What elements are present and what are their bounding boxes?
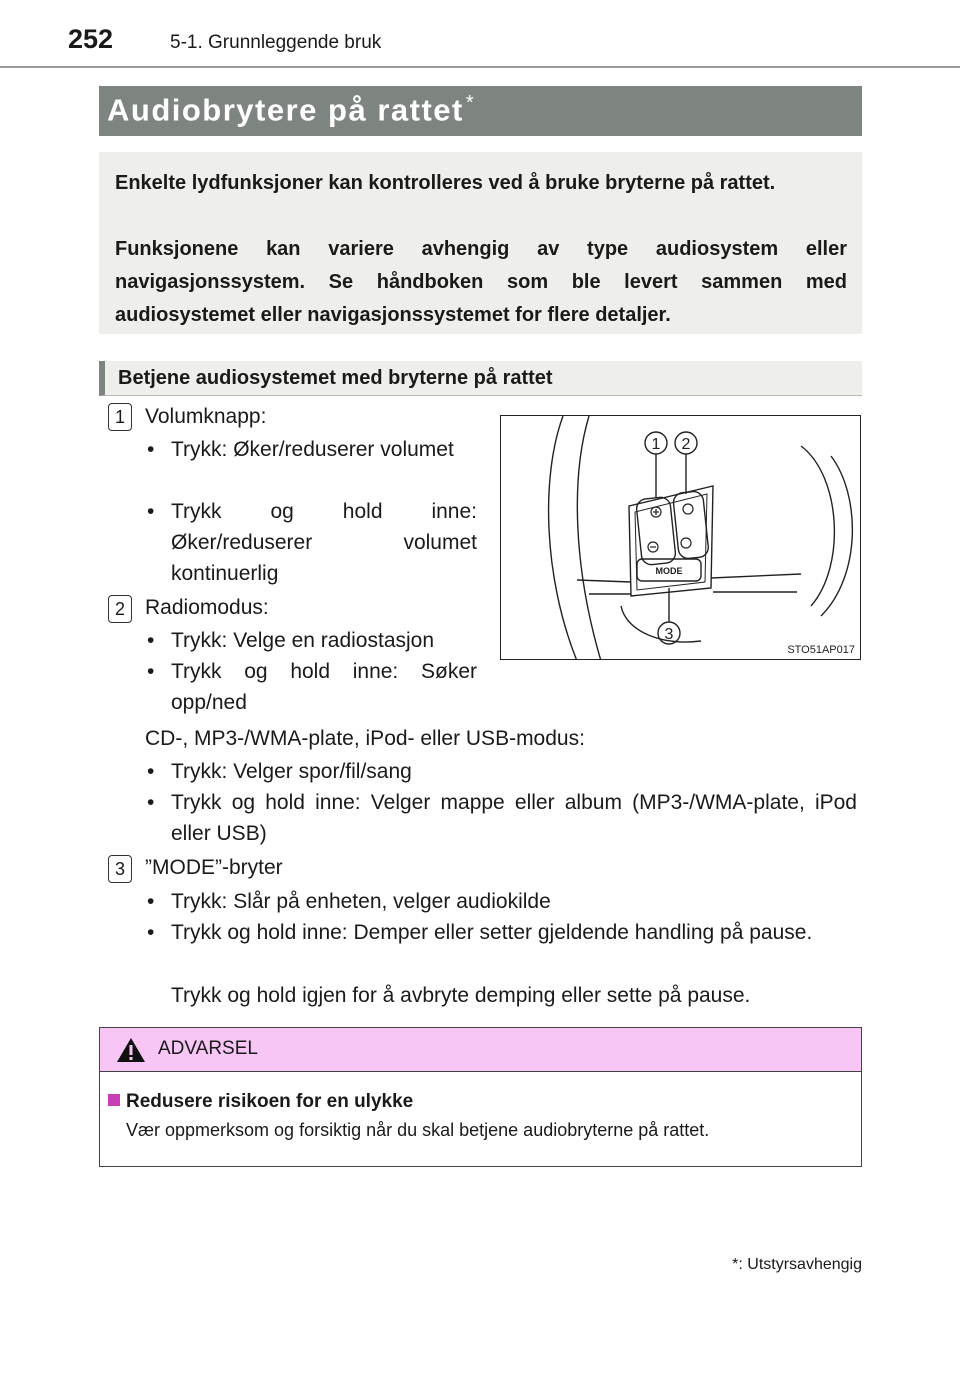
- bullet-item: [147, 625, 477, 656]
- warning-triangle-icon: [116, 1037, 146, 1063]
- page-number: 252: [68, 24, 114, 54]
- bullet-item: [147, 787, 857, 849]
- item-heading: Volumknapp:: [145, 405, 267, 428]
- warning-subheading-text: Redusere risikoen for en ulykke: [126, 1091, 414, 1112]
- footnote-marker: *: [732, 1256, 739, 1273]
- bullet-dot: •: [147, 660, 155, 683]
- steering-switch-figure: [500, 415, 861, 660]
- bullet-text: Trykk: Velger spor/fil/sang: [171, 760, 412, 783]
- bullet-dot: •: [147, 629, 155, 652]
- figure-code: STO51AP017: [787, 644, 855, 656]
- running-head: 5-1. Grunnleggende bruk: [170, 32, 382, 53]
- warning-label: ADVARSEL: [158, 1038, 258, 1059]
- item-heading: Radiomodus:: [145, 596, 269, 619]
- title-marker: *: [465, 92, 476, 114]
- bullet-text: Trykk og hold inne: Søker opp/ned: [171, 660, 477, 714]
- item-subheading: CD-, MP3-/WMA-plate, iPod- eller USB-modus:: [145, 727, 585, 750]
- bullet-dot: •: [147, 791, 155, 814]
- bullet-text: Trykk: Slår på enheten, velger audiokilde: [171, 890, 551, 913]
- section-header: [99, 361, 862, 396]
- bullet-dot: •: [147, 760, 155, 783]
- warning-body: Vær oppmerksom og forsiktig når du skal betjene audiobryterne på rattet.: [126, 1120, 710, 1140]
- intro-box: [99, 152, 862, 334]
- page-title: [107, 92, 475, 128]
- bullet-text: Trykk: Velge en radiostasjon: [171, 629, 435, 652]
- title-bar: [99, 86, 862, 136]
- square-bullet-icon: [108, 1094, 120, 1106]
- item-number-badge: 2: [108, 595, 132, 623]
- bullet-continuation: Trykk og hold igjen for å avbryte demping eller sette på pause.: [171, 984, 751, 1007]
- bullet-dot: •: [147, 438, 155, 461]
- bullet-item: [147, 434, 477, 496]
- bullet-text: Trykk og hold inne: Demper eller setter gjeldende handling på pause.: [171, 921, 813, 944]
- bullet-text: Trykk og hold inne: Øker/reduserer volumet kontinuerlig: [171, 500, 477, 585]
- section-title: Betjene audiosystemet med bryterne på rattet: [118, 367, 553, 389]
- bullet-text: Trykk og hold inne: Velger mappe eller album (MP3-/WMA-plate, iPod eller USB): [171, 791, 857, 845]
- bullet-item: [147, 917, 857, 979]
- warning-subheading: [108, 1091, 413, 1113]
- item-number-badge: 1: [108, 403, 132, 431]
- steering-wheel-illustration: [501, 416, 861, 660]
- intro-paragraph-1: Enkelte lydfunksjoner kan kontrolleres ved å bruke bryterne på rattet.: [115, 172, 776, 194]
- bullet-item: [147, 496, 477, 589]
- item-heading: ”MODE”-bryter: [145, 856, 283, 879]
- warning-header: [100, 1028, 861, 1072]
- bullet-dot: •: [147, 921, 155, 944]
- bullet-item: [147, 886, 857, 917]
- header-rule: [0, 66, 960, 68]
- footnote: [732, 1256, 862, 1274]
- footnote-text: : Utstyrsavhengig: [738, 1256, 862, 1273]
- mode-button-label: MODE: [655, 566, 683, 576]
- callout-number: 2: [681, 436, 691, 453]
- bullet-text: Trykk: Øker/reduserer volumet: [171, 438, 454, 461]
- warning-box: [99, 1027, 862, 1167]
- bullet-item: [147, 656, 477, 718]
- item-number-badge: 3: [108, 855, 132, 883]
- callout-number: 3: [664, 626, 674, 643]
- bullet-dot: •: [147, 890, 155, 913]
- callout-number: 1: [651, 436, 661, 453]
- bullet-item: [147, 756, 857, 787]
- intro-paragraph-2: Funksjonene kan variere avhengig av type audiosystem eller navigasjonssystem. Se håndboken som ble levert sammen med audiosystemet eller navigasjonssystemet for flere detaljer.: [115, 238, 847, 326]
- page-title-text: Audiobrytere på rattet: [107, 92, 464, 128]
- bullet-dot: •: [147, 500, 155, 523]
